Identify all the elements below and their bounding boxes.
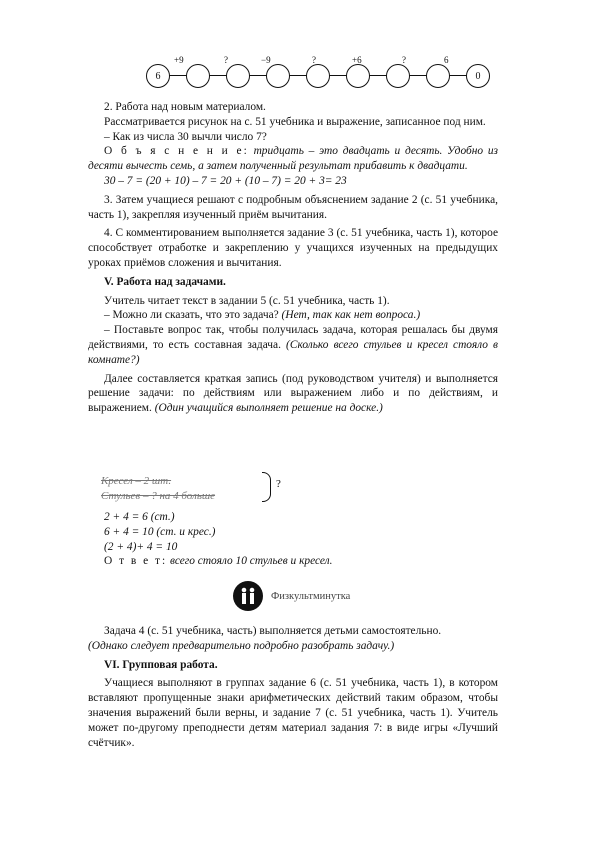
instruction-text: – Поставьте вопрос так, чтобы получилась задача, которая решалась бы двумя действиями, то есть составная задача. [88,324,498,351]
main-text [88,100,498,416]
chain-operation: ? [402,55,406,65]
chain-operation: ? [224,55,228,65]
chain-circle [186,64,210,88]
solution-block [88,510,498,569]
paragraph [88,372,498,416]
solution-expression: (2 + 4)+ 4 = 10 [104,540,178,553]
solution-step: 6 + 4 = 10 (ст. и крес.) [104,525,216,538]
section-heading: V. Работа над задачами. [104,275,226,288]
chain-circle [386,64,410,88]
chain-circle: 6 [146,64,170,88]
explanation-text: тридцать – это двадцать и десять. Удобно из десяти вычесть семь, а затем полученный результат прибавить к двадцати. [88,145,498,173]
chain-circle [426,64,450,88]
chain-operation: 6 [444,55,449,65]
two-people-icon [233,581,263,611]
paragraph: Рассматривается рисунок на с. 51 учебника и выражение, записанное под ним. [104,115,486,128]
section-heading: 2. Работа над новым материалом. [104,101,266,113]
paragraph: Учитель читает текст в задании 5 (с. 51 учебника, часть 1). [104,294,390,307]
explanation-label: О б ъ я с н е н и е: [104,145,249,158]
instruction-text: Далее составляется краткая запись (под руководством учителя) и выполняется решение задачи: по действиям или выражением либо и по действиям, и выражением. [88,372,498,415]
number-chain [146,55,496,94]
brief-question: ? [276,478,281,490]
answer-label: О т в е т: [104,555,168,568]
chain-circle [306,64,330,88]
question-text: – Можно ли сказать, что это задача? [104,309,279,322]
paragraph: – Как из числа 30 вычли число 7? [104,130,267,143]
brief-line: Кресел – 2 шт. [101,475,172,487]
brace [262,472,271,502]
chain-operation: ? [312,55,316,65]
chain-circle [226,64,250,88]
equation: 30 – 7 = (20 + 10) – 7 = 20 + (10 – 7) = 20 + 3= 23 [104,174,347,187]
physical-exercise-label: Физкультминутка [271,590,351,602]
paragraph: 4. С комментированием выполняется задание 3 (с. 51 учебника, часть 1), которое способствует отработке и закреплению у учащихся изученных на предыдущих уроках приёмов сложения и вычитания. [88,227,498,269]
answer-hint: (Нет, так как нет вопроса.) [281,309,421,322]
answer-text: всего стояло 10 стульев и кресел. [170,555,333,568]
physical-exercise-badge [233,578,350,614]
chain-operation: −9 [261,55,271,65]
answer-hint: (Один учащийся выполняет решение на доске.) [154,402,383,415]
answer-line [88,554,498,569]
tail-text [88,624,498,750]
paragraph: Задача 4 (с. 51 учебника, часть) выполняется детьми самостоятельно. [104,625,442,637]
paragraph [88,308,498,323]
answer-hint: (Однако следует предварительно подробно разобрать задачу.) [88,639,395,652]
paragraph: Учащиеся выполняют в группах задание 6 (с. 51 учебника, часть 1), в котором вставляют пропущенные знаки арифметических действий таким образом, чтобы значения выражений были верны, и задание 7 (с. 51 учебника, часть 1). Учитель может по-другому преподнести детям материал задания 7: в виде игры «Лучший счётчик». [88,677,498,749]
section-heading: VI. Групповая работа. [104,658,218,671]
paragraph [88,323,498,367]
paragraph: 3. Затем учащиеся решают с подробным объяснением задание 2 (с. 51 учебника, часть 1), закрепляя изученный приём вычитания. [88,193,498,221]
chain-operation: +6 [352,55,362,65]
chain-circle [346,64,370,88]
chain-circle: 0 [466,64,490,88]
answer-hint: (Сколько всего стульев и кресел стояло в комнате?) [88,338,498,366]
chain-operation: +9 [174,55,184,65]
solution-step: 2 + 4 = 6 (ст.) [104,511,175,523]
explanation-paragraph [88,144,498,174]
chain-circle [266,64,290,88]
brief-line: Стульев – ? на 4 больше [101,490,216,502]
